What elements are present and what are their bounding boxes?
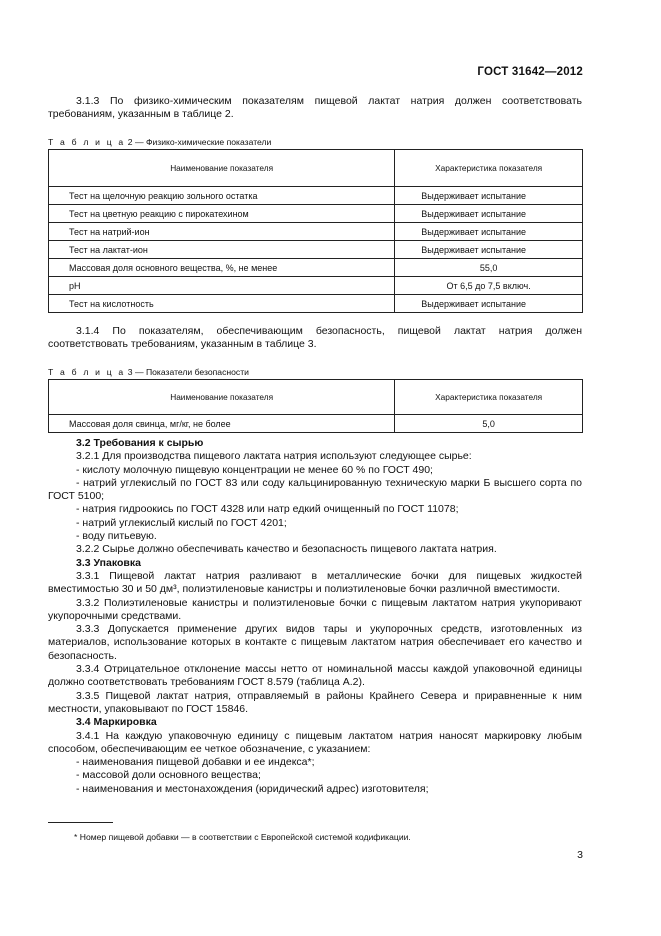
table-cell: Тест на натрий-ион: [49, 223, 395, 241]
paragraph-3-3-1: 3.3.1 Пищевой лактат натрия разливают в металлические бочки для пищевых жидкостей вместимостью 30 и 50 дм³, полиэтиленовые канистры и полиэтиленовые бочки различной вместимости.: [48, 569, 582, 596]
section-3-3-heading: 3.3 Упаковка: [76, 556, 141, 569]
table-row: [49, 277, 583, 295]
table-row: [49, 223, 583, 241]
table-header-cell: Наименование показателя: [49, 150, 395, 187]
table-header-cell: Наименование показателя: [49, 380, 395, 415]
table-cell: Тест на лактат-ион: [49, 241, 395, 259]
table-3-caption-prefix: Т а б л и ц а: [48, 367, 126, 377]
paragraph-3-3-3: 3.3.3 Допускается применение других видов тары и укупорочных средств, изготовленных из материалов, использование которых в контакте с пищевым лактатом натрия обеспечивает его качество и безопасность.: [48, 623, 582, 662]
list-item: - массовой доли основного вещества;: [76, 769, 261, 782]
table-header-row: [49, 380, 583, 415]
table-cell: pH: [49, 277, 395, 295]
table-3-caption: [48, 367, 249, 377]
table-row: [49, 259, 583, 277]
paragraph-3-1-3: 3.1.3 По физико-химическим показателям пищевой лактат натрия должен соответствовать требованиям, указанным в таблице 2.: [48, 95, 582, 121]
paragraph-3-2-2: 3.2.2 Сырье должно обеспечивать качество и безопасность пищевого лактата натрия.: [76, 543, 497, 556]
footnote-divider: [48, 822, 113, 823]
table-header-row: [49, 150, 583, 187]
list-item: - наименования пищевой добавки и ее индекса*;: [76, 756, 315, 769]
table-cell: Выдерживает испытание: [395, 205, 583, 223]
table-cell: Выдерживает испытание: [395, 187, 583, 205]
table-2-caption: [48, 137, 271, 147]
table-row: [49, 295, 583, 313]
table-3-safety: [48, 379, 583, 433]
paragraph-3-4-1: 3.4.1 На каждую упаковочную единицу с пищевым лактатом натрия наносят маркировку любым способом, обеспечивающим ее четкое обозначение, с указанием:: [48, 729, 582, 755]
footnote: * Номер пищевой добавки — в соответствии с Европейской системой кодификации.: [74, 832, 411, 842]
table-cell: От 6,5 до 7,5 включ.: [395, 277, 583, 295]
table-cell: 5,0: [395, 415, 583, 433]
table-cell: Тест на цветную реакцию с пирокатехином: [49, 205, 395, 223]
table-cell: Тест на щелочную реакцию зольного остатка: [49, 187, 395, 205]
table-row: [49, 241, 583, 259]
list-item: - натрий углекислый по ГОСТ 83 или соду кальцинированную техническую марки Б высшего сорта по ГОСТ 5100;: [48, 476, 582, 503]
table-row: [49, 205, 583, 223]
table-header-cell: Характеристика показателя: [395, 150, 583, 187]
page-number: 3: [577, 849, 583, 861]
table-3-caption-text: 3 — Показатели безопасности: [127, 367, 249, 377]
paragraph-3-2-1: 3.2.1 Для производства пищевого лактата натрия используют следующее сырье:: [76, 450, 472, 463]
list-item: - наименования и местонахождения (юридический адрес) изготовителя;: [76, 782, 429, 795]
table-row: [49, 187, 583, 205]
paragraph-3-3-2: 3.3.2 Полиэтиленовые канистры и полиэтиленовые бочки с пищевым лактатом натрия укупоривают укупорочными средствами.: [48, 596, 582, 622]
document-number: ГОСТ 31642—2012: [477, 66, 583, 78]
table-cell: Выдерживает испытание: [395, 241, 583, 259]
table-2-physicochemical: [48, 149, 583, 313]
paragraph-3-3-4: 3.3.4 Отрицательное отклонение массы нетто от номинальной массы каждой упаковочной единицы должно соответствовать требованиям ГОСТ 8.579 (таблица А.2).: [48, 663, 582, 689]
table-header-cell: Характеристика показателя: [395, 380, 583, 415]
paragraph-3-1-4: 3.1.4 По показателям, обеспечивающим безопасность, пищевой лактат натрия должен соответствовать требованиям, указанным в таблице 3.: [48, 325, 582, 351]
list-item: - натрия гидроокись по ГОСТ 4328 или натр едкий очищенный по ГОСТ 11078;: [76, 503, 459, 516]
table-cell: Тест на кислотность: [49, 295, 395, 313]
list-item: - воду питьевую.: [76, 530, 157, 543]
paragraph-3-3-5: 3.3.5 Пищевой лактат натрия, отправляемый в районы Крайнего Севера и приравненные к ним местности, упаковывают по ГОСТ 15846.: [48, 689, 582, 715]
table-cell: Массовая доля свинца, мг/кг, не более: [49, 415, 395, 433]
table-2-caption-prefix: Т а б л и ц а: [48, 137, 126, 147]
list-item: - кислоту молочную пищевую концентрации не менее 60 % по ГОСТ 490;: [76, 463, 433, 476]
table-cell: 55,0: [395, 259, 583, 277]
table-cell: Массовая доля основного вещества, %, не менее: [49, 259, 395, 277]
section-3-4-heading: 3.4 Маркировка: [76, 716, 157, 729]
table-cell: Выдерживает испытание: [395, 295, 583, 313]
section-3-2-heading: 3.2 Требования к сырью: [76, 437, 204, 449]
table-cell: Выдерживает испытание: [395, 223, 583, 241]
table-row: [49, 415, 583, 433]
section-3-2: [48, 437, 582, 796]
table-2-caption-text: 2 — Физико-химические показатели: [127, 137, 272, 147]
list-item: - натрий углекислый кислый по ГОСТ 4201;: [76, 516, 287, 529]
